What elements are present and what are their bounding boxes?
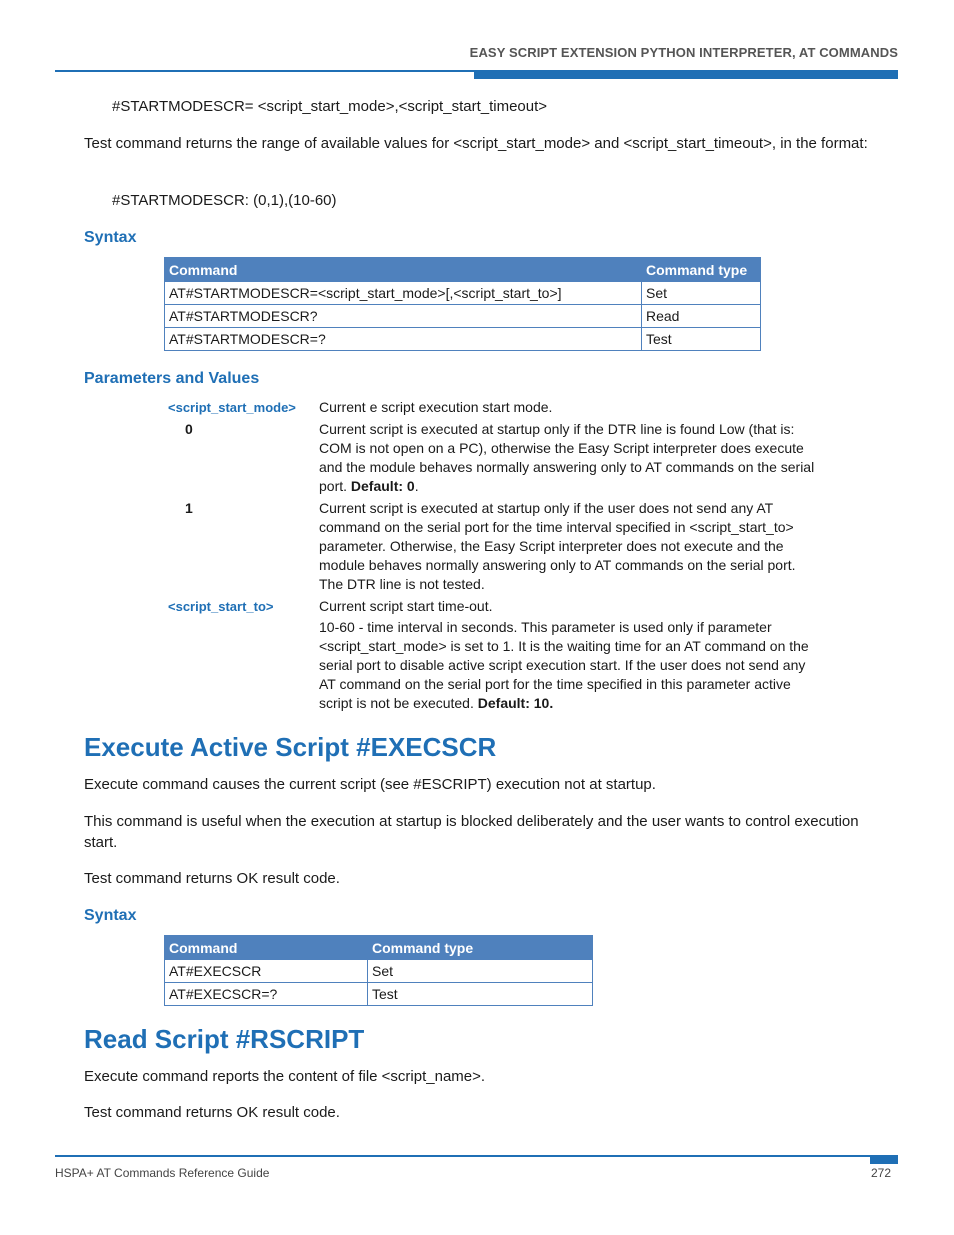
- table-row: [165, 983, 593, 1006]
- header-accent-bar: [474, 71, 898, 79]
- syntax-heading: Syntax: [84, 907, 137, 924]
- table-row: [165, 282, 761, 305]
- execscr-syntax-table: [164, 935, 593, 1006]
- startmodescr-syntax-table: [164, 257, 761, 351]
- param-detail-description: 10-60 - time interval in seconds. This parameter is used only if parameter <script_start_mode> is set to 1. It is the waiting time for an AT command on the serial port to disable active script execution start. If the user does not send any AT command on the serial port for the time specified in this parameter active script is not be executed. Default: 10.: [319, 619, 809, 711]
- paragraph: Execute command reports the content of file <script_name>.: [84, 1068, 486, 1085]
- section-title-rscript: Read Script #RSCRIPT: [84, 1024, 365, 1054]
- table-header-row: [165, 936, 593, 960]
- running-header-title: EASY SCRIPT EXTENSION PYTHON INTERPRETER, AT COMMANDS: [469, 45, 898, 60]
- table-cell-command: AT#EXECSCR=?: [165, 983, 368, 1006]
- table-cell-type: Set: [642, 282, 761, 305]
- column-header-command-type: Command type: [368, 936, 593, 960]
- table-cell-command: AT#STARTMODESCR=<script_start_mode>[,<script_start_to>]: [165, 282, 642, 305]
- section-title-execscr: Execute Active Script #EXECSCR: [84, 732, 497, 762]
- syntax-heading: Syntax: [84, 229, 137, 246]
- param-description: Current e script execution start mode.: [319, 399, 553, 415]
- paragraph: This command is useful when the execution at startup is blocked deliberately and the user wants to control execution start.: [84, 813, 859, 851]
- test-response-line: #STARTMODESCR: (0,1),(10-60): [112, 192, 337, 209]
- table-row: [165, 328, 761, 351]
- table-cell-command: AT#STARTMODESCR=?: [165, 328, 642, 351]
- column-header-command: Command: [165, 258, 642, 282]
- table-cell-type: Set: [368, 960, 593, 983]
- param-value-0-description: Current script is executed at startup only if the DTR line is found Low (that is: COM is not open on a PC), otherwise the Easy Script interpreter does execute and the module behaves normally answering only to AT commands on the serial port. Default: 0.: [319, 421, 815, 494]
- table-cell-type: Read: [642, 305, 761, 328]
- test-command-description: Test command returns the range of available values for <script_start_mode> and <script_start_timeout>, in the format:: [84, 135, 868, 152]
- paragraph: Test command returns OK result code.: [84, 870, 340, 887]
- param-description: Current script start time-out.: [319, 598, 493, 614]
- table-header-row: [165, 258, 761, 282]
- paragraph: Execute command causes the current script (see #ESCRIPT) execution not at startup.: [84, 776, 656, 793]
- param-value-1-description: Current script is executed at startup only if the user does not send any AT command on the serial port for the time interval specified in <script_start_to> parameter. Otherwise, the Easy Script interpreter does not execute and the module behaves normally answering only to AT commands on the serial port. The DTR line is not tested.: [319, 500, 796, 592]
- table-cell-type: Test: [642, 328, 761, 351]
- param-value-1: 1: [185, 500, 193, 516]
- table-cell-command: AT#STARTMODESCR?: [165, 305, 642, 328]
- param-name-script-start-mode: <script_start_mode>: [168, 400, 296, 415]
- param-value-0: 0: [185, 421, 193, 437]
- set-syntax-line: #STARTMODESCR= <script_start_mode>,<script_start_timeout>: [112, 98, 548, 115]
- column-header-command-type: Command type: [642, 258, 761, 282]
- parameters-heading: Parameters and Values: [84, 370, 260, 387]
- table-row: [165, 305, 761, 328]
- column-header-command: Command: [165, 936, 368, 960]
- footer-document-title: HSPA+ AT Commands Reference Guide: [55, 1166, 270, 1180]
- footer-accent-bar: [870, 1156, 898, 1164]
- table-cell-command: AT#EXECSCR: [165, 960, 368, 983]
- footer-page-number: 272: [870, 1166, 891, 1180]
- paragraph: Test command returns OK result code.: [84, 1104, 340, 1121]
- param-name-script-start-to: <script_start_to>: [168, 599, 274, 614]
- table-row: [165, 960, 593, 983]
- footer-rule: [55, 1155, 898, 1157]
- table-cell-type: Test: [368, 983, 593, 1006]
